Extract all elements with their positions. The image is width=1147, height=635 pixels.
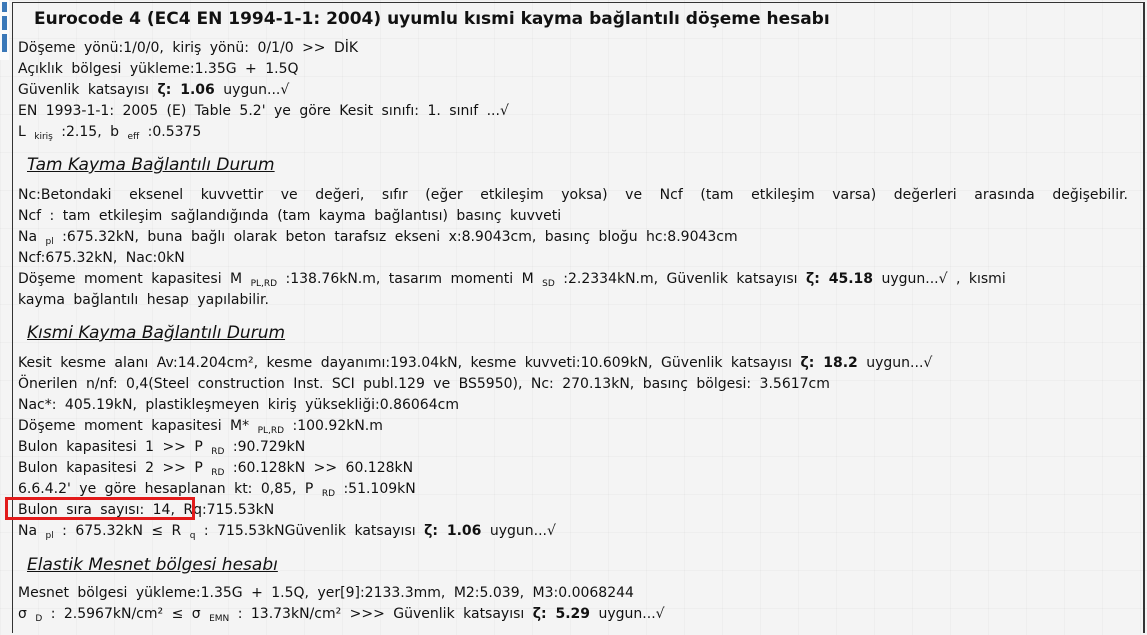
partial-shear-nac-line: Nac*: 405.19kN, plastikleşmeyen kiriş yüksekliği:0.86064cm [18, 397, 459, 413]
partial-shear-area-line: Kesit kesme alanı Av:14.204cm², kesme dayanımı:193.04kN, kesme kuvveti:10.609kN, Güvenlik katsayısı ζ: 18.2 uygun...√ [18, 355, 933, 371]
bolt-row-count-line: Bulon sıra sayısı: 14, Rq:715.53kN [18, 502, 275, 518]
support-loading-line: Mesnet bölgesi yükleme:1.35G + 1.5Q, yer[9]:2133.3mm, M2:5.039, M3:0.0068244 [18, 585, 634, 601]
partial-shear-heading: Kısmi Kayma Bağlantılı Durum [27, 323, 286, 343]
section-class-line: EN 1993-1-1: 2005 (E) Table 5.2' ye göre Kesit sınıfı: 1. sınıf ...√ [18, 103, 509, 119]
bolt-capacity-2-line: Bulon kapasitesi 2 >> P $_{RD}$ :60.128kN >> 60.128kN [18, 460, 414, 478]
full-shear-nc-line: Nc:Betondaki eksenel kuvvettir ve değeri, sıfır (eğer etkileşim yoksa) ve Ncf (tam etkileşim varsa) değerleri arasında değişebilir. [18, 187, 1128, 203]
span-loading-line: Açıklık bölgesi yükleme:1.35G + 1.5Q [18, 61, 299, 77]
bolt-capacity-1-line: Bulon kapasitesi 1 >> P $_{RD}$ :90.729kN [18, 439, 306, 457]
window-edge-decoration [0, 0, 9, 60]
elastic-support-heading: Elastik Mesnet bölgesi hesabı [27, 555, 278, 575]
partial-shear-ratio-line: Önerilen n/nf: 0,4(Steel construction Inst. SCI publ.129 ve BS5950), Nc: 270.13kN, basınç bölgesi: 3.5617cm [18, 376, 830, 392]
slab-direction-line: Döşeme yönü:1/0/0, kiriş yönü: 0/1/0 >> DİK [18, 40, 359, 56]
stress-check-line: σ $_D$ : 2.5967kN/cm² ≤ σ $_{EMN}$ : 13.73kN/cm² >>> Güvenlik katsayısı ζ: 5.29 uygun...√ [18, 606, 665, 624]
full-shear-napl-line: Na $_{pl}$ :675.32kN, buna bağlı olarak beton tarafsız ekseni x:8.9043cm, basınç bloğu hc:8.9043cm [18, 229, 738, 247]
bolt-row-count-text: Bulon sıra sayısı: 14, [18, 502, 175, 518]
full-shear-forces-line: Ncf:675.32kN, Nac:0kN [18, 250, 185, 266]
bolt-row-count-highlight [5, 497, 195, 520]
partial-shear-check-line: Na $_{pl}$ : 675.32kN ≤ R $_q$ : 715.53kNGüvenlik katsayısı ζ: 1.06 uygun...√ [18, 523, 556, 541]
report-title: Eurocode 4 (EC4 EN 1994-1-1: 2004) uyumlu kısmi kayma bağlantılı döşeme hesabı [34, 9, 830, 29]
full-shear-conclusion-line: kayma bağlantılı hesap yapılabilir. [18, 292, 269, 308]
bolt-kt-line: 6.6.4.2' ye göre hesaplanan kt: 0,85, P $_{RD}$ :51.109kN [18, 481, 416, 499]
full-shear-moment-line: Döşeme moment kapasitesi M $_{PL,RD}$ :138.76kN.m, tasarım momenti M $_{SD}$ :2.2334kN.m, Güvenlik katsayısı ζ: 45.18 uygun...√ , kısmi [18, 271, 1006, 289]
full-shear-ncf-line: Ncf : tam etkileşim sağlandığında (tam kayma bağlantısı) basınç kuvveti [18, 208, 562, 224]
full-shear-heading: Tam Kayma Bağlantılı Durum [27, 155, 275, 175]
length-width-line: L $_{kiriş}$ :2.15, b $_{eff}$ :0.5375 [18, 124, 202, 142]
partial-shear-moment-line: Döşeme moment kapasitesi M* $_{PL,RD}$ :100.92kN.m [18, 418, 383, 436]
safety-factor-line: Güvenlik katsayısı ζ: 1.06 uygun...√ [18, 82, 290, 98]
